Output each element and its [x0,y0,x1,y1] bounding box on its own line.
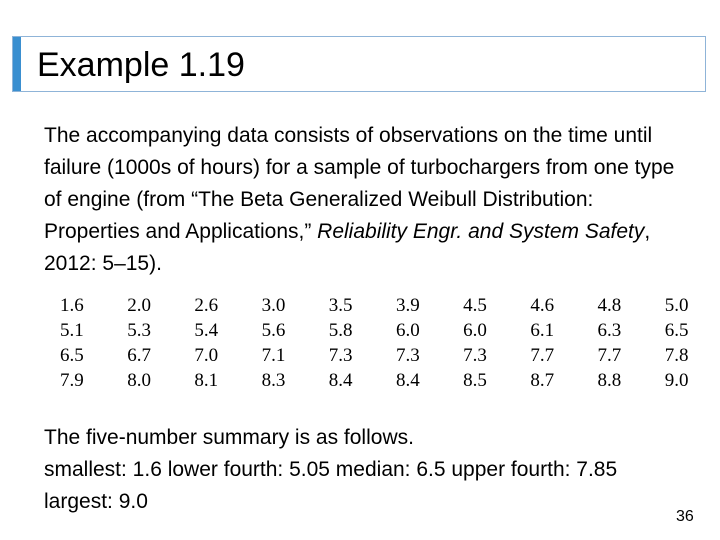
table-cell: 5.1 [60,319,84,341]
table-cell: 7.0 [194,344,219,366]
summary-block [44,422,664,518]
table-cell: 8.4 [395,369,420,391]
title-bar [12,36,706,92]
table-row [48,318,720,343]
table-cell: 4.8 [597,294,622,316]
table-cell: 6.5 [60,344,84,366]
table-cell: 6.7 [127,344,151,366]
data-table-body [48,293,720,393]
description-paragraph [44,120,694,280]
table-row [48,293,720,318]
table-cell: 5.6 [261,319,286,341]
table-cell: 8.1 [194,369,219,391]
table-cell: 3.5 [328,294,353,316]
table-cell: 7.9 [60,369,84,391]
table-row [48,343,720,368]
table-cell: 8.4 [328,369,353,391]
journal-name: Reliability Engr. and System Safety [317,220,645,243]
table-cell: 8.8 [597,369,622,391]
table-cell: 2.0 [127,294,151,316]
page-number: 36 [676,508,694,525]
table-cell: 5.3 [127,319,151,341]
table-cell: 5.0 [664,294,689,316]
paragraph-text-part2: , 2012: 5–15). [44,220,651,275]
table-cell: 8.5 [463,369,487,391]
table-cell: 5.4 [194,319,219,341]
table-cell: 7.8 [664,344,689,366]
table-cell: 7.3 [395,344,420,366]
table-cell: 2.6 [194,294,219,316]
slide-title: Example 1.19 [37,46,245,84]
table-cell: 6.0 [395,319,420,341]
table-cell: 7.7 [597,344,622,366]
table-cell: 8.0 [127,369,151,391]
table-cell: 6.5 [664,319,689,341]
table-cell: 4.6 [530,294,555,316]
table-cell: 9.0 [664,369,689,391]
table-cell: 1.6 [60,294,84,316]
table-cell: 8.3 [261,369,286,391]
paragraph-text-part1: The accompanying data consists of observations on the time until failure (1000s of hours) for a sample of turbochargers from one type of engine (from “The Beta Generalized Weibull Distribution: Properties and Applications,” [44,124,675,243]
table-cell: 6.0 [463,319,487,341]
table-cell: 6.1 [530,319,555,341]
table-cell: 7.1 [261,344,286,366]
table-cell: 7.3 [463,344,487,366]
table-cell: 6.3 [597,319,622,341]
summary-values: smallest: 1.6 lower fourth: 5.05 median: 6.5 upper fourth: 7.85 largest: 9.0 [44,458,618,513]
table-cell: 7.7 [530,344,555,366]
table-cell: 5.8 [328,319,353,341]
summary-intro: The five-number summary is as follows. [44,426,414,449]
table-cell: 8.7 [530,369,555,391]
table-row [48,368,720,393]
table-cell: 7.3 [328,344,353,366]
table-cell: 3.0 [261,294,286,316]
data-table [48,293,720,393]
table-cell: 3.9 [395,294,420,316]
title-accent-bar [13,37,21,91]
table-cell: 4.5 [463,294,487,316]
